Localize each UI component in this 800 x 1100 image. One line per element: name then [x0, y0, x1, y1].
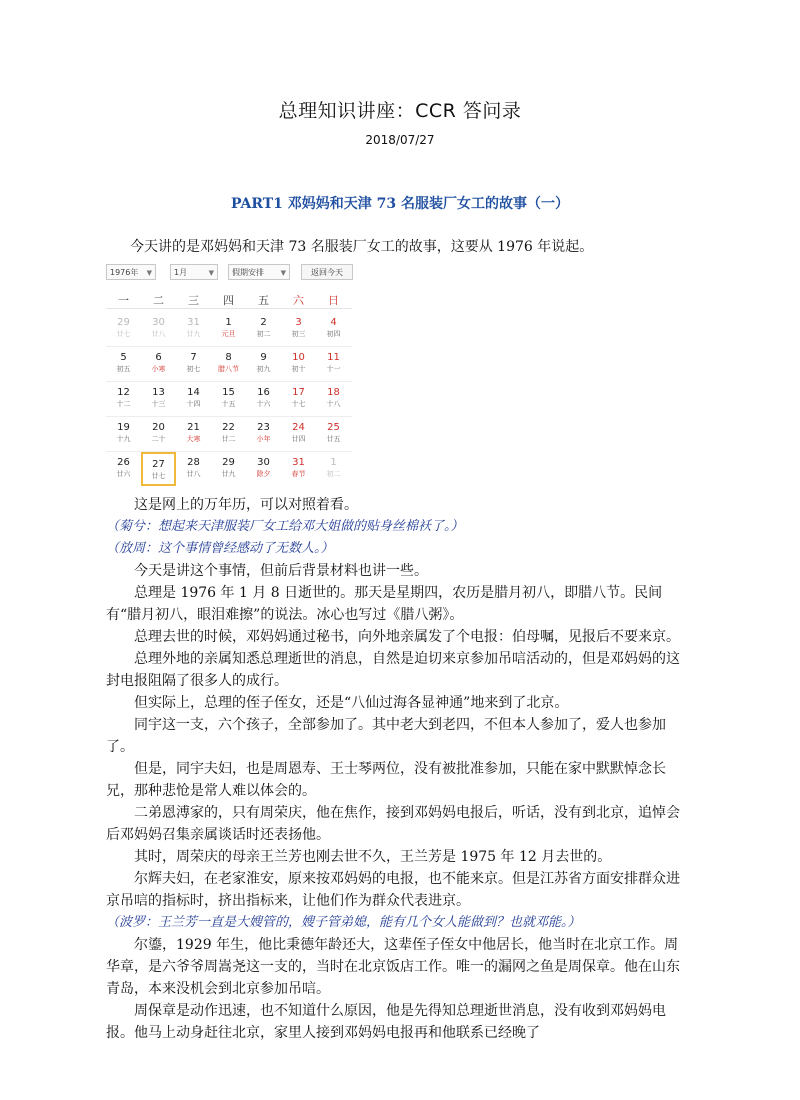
day-number: 23: [257, 422, 270, 433]
lunar-date: 十五: [221, 400, 236, 408]
day-number: 30: [257, 457, 270, 468]
lunar-date: 十一: [326, 365, 341, 373]
year-select[interactable]: [106, 264, 156, 280]
day-number: 31: [187, 317, 200, 328]
lunar-date: 小寒: [151, 365, 166, 373]
comment-note: （菊兮：想起来天津服装厂女工给邓大姐做的贴身丝棉袄了。）: [106, 519, 464, 534]
weekday-label: 二: [153, 294, 164, 307]
lunar-date: 腊八节: [218, 365, 239, 373]
calendar-day[interactable]: [106, 382, 141, 416]
day-number: 21: [187, 422, 200, 433]
day-number: 1: [225, 317, 232, 328]
day-number: 17: [292, 387, 305, 398]
calendar-day[interactable]: [281, 417, 316, 451]
lunar-date: 十六: [256, 400, 271, 408]
calendar-day[interactable]: [246, 347, 281, 381]
calendar-day[interactable]: [106, 347, 141, 381]
calendar-day[interactable]: [316, 417, 351, 451]
body-text: [106, 494, 684, 1044]
lunar-date: 廿四: [291, 435, 306, 443]
day-number: 22: [222, 422, 235, 433]
day-number: 28: [187, 457, 200, 468]
body-paragraph: 尔鎏，1929 年生，他比秉德年龄还大，这辈侄子侄女中他居长，他当时在北京工作。周华章，是六爷爷周嵩尧这一支的，当时在北京饭店工作。唯一的漏网之鱼是周保章。他在山东青岛，本来没机会到北京参加吊唁。: [106, 937, 680, 997]
calendar-day[interactable]: [211, 382, 246, 416]
calendar-day[interactable]: [211, 347, 246, 381]
weekday-header: [106, 288, 352, 309]
day-number: 10: [292, 352, 305, 363]
calendar-day[interactable]: [176, 417, 211, 451]
lunar-date: 初十: [291, 365, 306, 373]
calendar-day[interactable]: [176, 382, 211, 416]
lunar-date: 十二: [116, 400, 131, 408]
calendar-day[interactable]: [141, 417, 176, 451]
lunar-date: 十七: [291, 400, 306, 408]
day-number: 4: [330, 317, 337, 328]
calendar-day[interactable]: [211, 312, 246, 346]
holiday-select-value: 假期安排: [232, 268, 264, 277]
calendar-day[interactable]: [316, 347, 351, 381]
lunar-date: 十四: [186, 400, 201, 408]
body-paragraph: 总理是 1976 年 1 月 8 日逝世的。那天是星期四，农历是腊月初八，即腊八节。民间有“腊月初八，眼泪难擦”的说法。冰心也写过《腊八粥》。: [106, 585, 663, 623]
day-number: 5: [120, 352, 127, 363]
calendar-day[interactable]: [281, 312, 316, 346]
calendar-day[interactable]: [316, 452, 351, 486]
lunar-date: 廿七: [116, 330, 131, 338]
day-number: 11: [327, 352, 340, 363]
chevron-down-icon: ▼: [208, 269, 214, 277]
day-number: 3: [295, 317, 302, 328]
lunar-date: 廿九: [221, 470, 236, 478]
day-number: 31: [292, 457, 305, 468]
lunar-date: 初七: [186, 365, 201, 373]
body-paragraph: 但实际上，总理的侄子侄女，还是“八仙过海各显神通”地来到了北京。: [134, 695, 569, 711]
lunar-date: 初九: [256, 365, 271, 373]
lunar-date: 廿二: [221, 435, 236, 443]
calendar-day[interactable]: [176, 312, 211, 346]
day-number: 2: [260, 317, 267, 328]
body-paragraph: 这是网上的万年历，可以对照着看。: [134, 497, 358, 513]
lunar-date: 廿九: [186, 330, 201, 338]
lunar-date: 初五: [116, 365, 131, 373]
calendar-day[interactable]: [316, 312, 351, 346]
calendar-day[interactable]: [141, 347, 176, 381]
lunar-date: 初二: [256, 330, 271, 338]
day-number: 9: [260, 352, 267, 363]
body-paragraph: 同宇这一支，六个孩子，全部参加了。其中老大到老四，不但本人参加了，爱人也参加了。: [106, 717, 666, 755]
lunar-date: 二十: [151, 435, 166, 443]
year-select-value: 1976年: [110, 268, 139, 277]
day-number: 19: [117, 422, 130, 433]
day-number: 8: [225, 352, 232, 363]
calendar-day[interactable]: [176, 452, 211, 486]
part-heading: PART1 邓妈妈和天津 73 名服装厂女工的故事（一）: [230, 196, 570, 212]
day-number: 14: [187, 387, 200, 398]
day-number: 16: [257, 387, 270, 398]
lunar-date: 除夕: [256, 470, 271, 478]
lunar-date: 元旦: [221, 330, 236, 338]
calendar-day-today[interactable]: [141, 452, 176, 486]
body-paragraph: 今天是讲这个事情，但前后背景材料也讲一些。: [134, 563, 428, 579]
calendar-day[interactable]: [246, 312, 281, 346]
comment-note: （放周：这个事情曾经感动了无数人。）: [106, 541, 334, 556]
calendar-day[interactable]: [211, 417, 246, 451]
holiday-select[interactable]: [228, 264, 290, 280]
day-number: 30: [152, 317, 165, 328]
day-number: 15: [222, 387, 235, 398]
chevron-down-icon: ▼: [280, 269, 286, 277]
day-number: 20: [152, 422, 165, 433]
back-to-today-button[interactable]: 返回今天: [301, 264, 353, 280]
lunar-date: 春节: [291, 470, 306, 478]
day-number: 18: [327, 387, 340, 398]
day-number: 26: [117, 457, 130, 468]
body-paragraph: 但是，同宇夫妇，也是周恩寿、王士琴两位，没有被批准参加，只能在家中默默悼念长兄，那种悲怆是常人难以体会的。: [106, 761, 666, 799]
body-paragraph: 周保章是动作迅速，也不知道什么原因，他是先得知总理逝世消息，没有收到邓妈妈电报。他马上动身赶往北京，家里人接到邓妈妈电报再和他联系已经晚了: [106, 1003, 666, 1041]
body-paragraph: 尔辉夫妇，在老家淮安，原来按邓妈妈的电报，也不能来京。但是江苏省方面安排群众进京吊唁的指标时，挤出指标来，让他们作为群众代表进京。: [106, 871, 680, 909]
weekday-label: 五: [258, 294, 269, 307]
lunar-date: 廿七: [151, 472, 166, 480]
lunar-date: 初二: [326, 470, 341, 478]
calendar-day[interactable]: [281, 382, 316, 416]
weekday-label: 一: [118, 294, 129, 307]
body-paragraph: 二弟恩溥家的，只有周荣庆，他在焦作，接到邓妈妈电报后，听话，没有到北京，追悼会后邓妈妈召集亲属谈话时还表扬他。: [106, 805, 680, 843]
weekday-label: 三: [188, 294, 199, 307]
calendar-day[interactable]: [141, 382, 176, 416]
lunar-date: 廿五: [326, 435, 341, 443]
body-paragraph: 总理去世的时候，邓妈妈通过秘书，向外地亲属发了个电报：伯母嘱，见报后不要来京。: [134, 629, 680, 645]
lunar-date: 小年: [256, 435, 271, 443]
page-title: 总理知识讲座：CCR 答问录: [278, 100, 522, 122]
document-date: 2018/07/27: [365, 133, 435, 147]
calendar-day[interactable]: [246, 452, 281, 486]
lunar-date: 十三: [151, 400, 166, 408]
lunar-date: 廿八: [151, 330, 166, 338]
day-number: 1: [330, 457, 337, 468]
day-number: 7: [190, 352, 197, 363]
calendar-day[interactable]: [281, 452, 316, 486]
calendar-day[interactable]: [141, 312, 176, 346]
day-number: 27: [152, 459, 165, 470]
calendar-day[interactable]: [316, 382, 351, 416]
intro-paragraph: 今天讲的是邓妈妈和天津 73 名服装厂女工的故事，这要从 1976 年说起。: [130, 239, 594, 255]
day-number: 6: [155, 352, 162, 363]
chevron-down-icon: ▼: [146, 269, 152, 277]
body-paragraph: 总理外地的亲属知悉总理逝世的消息，自然是迫切来京参加吊唁活动的，但是邓妈妈的这封电报阻隔了很多人的成行。: [106, 651, 680, 689]
calendar-widget: [106, 262, 352, 488]
body-paragraph: 其时，周荣庆的母亲王兰芳也刚去世不久，王兰芳是 1975 年 12 月去世的。: [134, 849, 612, 865]
lunar-date: 十九: [116, 435, 131, 443]
comment-note: （波罗：王兰芳一直是大嫂管的，嫂子管弟媳，能有几个女人能做到？也就邓能。）: [106, 915, 581, 930]
lunar-date: 初三: [291, 330, 306, 338]
day-number: 29: [222, 457, 235, 468]
calendar-toolbar: [106, 262, 352, 284]
day-number: 24: [292, 422, 305, 433]
lunar-date: 大寒: [186, 435, 201, 443]
lunar-date: 廿八: [186, 470, 201, 478]
month-select[interactable]: [170, 264, 218, 280]
month-select-value: 1月: [174, 268, 188, 277]
lunar-date: 十八: [326, 400, 341, 408]
calendar-day[interactable]: [211, 452, 246, 486]
calendar-day[interactable]: [246, 382, 281, 416]
lunar-date: 初四: [326, 330, 341, 338]
calendar-day[interactable]: [106, 417, 141, 451]
day-number: 12: [117, 387, 130, 398]
weekday-label: 四: [223, 294, 234, 307]
day-number: 13: [152, 387, 165, 398]
calendar-day[interactable]: [281, 347, 316, 381]
weekday-label: 六: [293, 294, 304, 307]
calendar-day[interactable]: [106, 452, 141, 486]
lunar-date: 廿六: [116, 470, 131, 478]
day-number: 29: [117, 317, 130, 328]
calendar-day[interactable]: [176, 347, 211, 381]
calendar-day[interactable]: [246, 417, 281, 451]
day-number: 25: [327, 422, 340, 433]
weekday-label: 日: [328, 294, 339, 307]
calendar-day[interactable]: [106, 312, 141, 346]
